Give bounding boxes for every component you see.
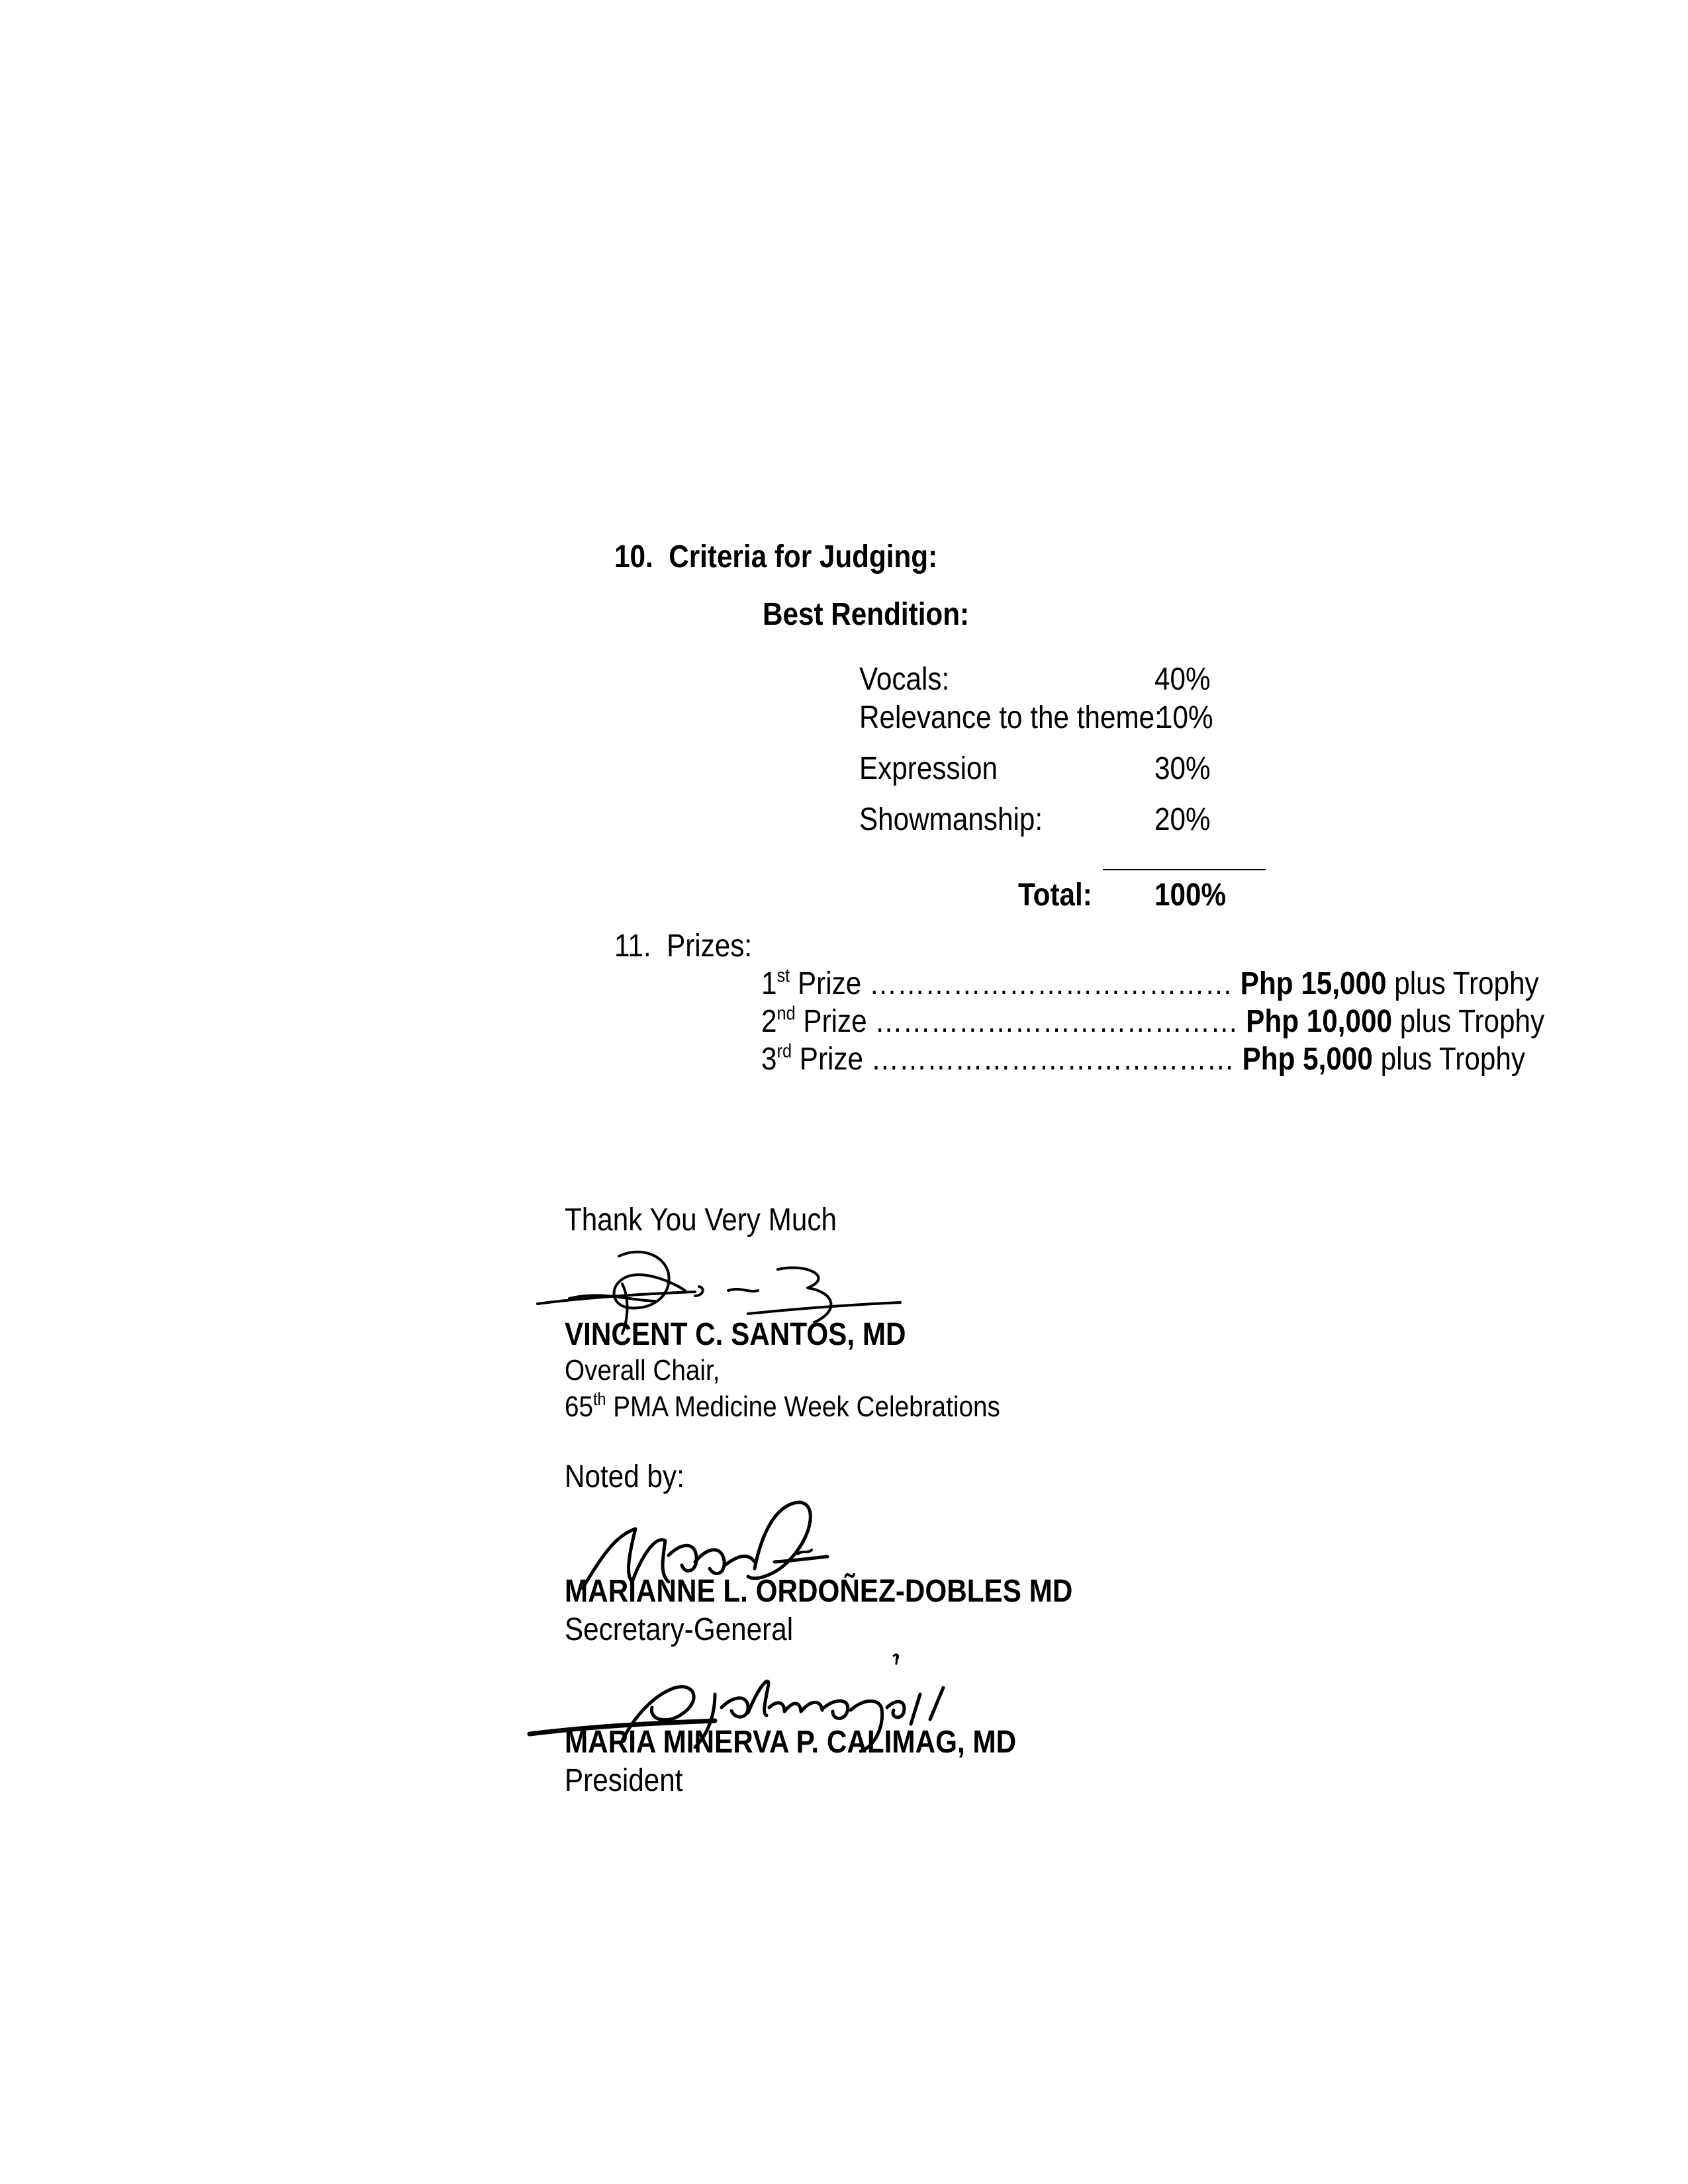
noted-by-label: Noted by:: [565, 1459, 684, 1494]
criteria-item-label: Showmanship:: [859, 802, 1043, 837]
criteria-item-value: 30%: [1154, 751, 1211, 786]
prizes-number: 11.: [614, 929, 651, 964]
criteria-number: 10.: [614, 539, 653, 574]
signatory3-title: President: [565, 1763, 683, 1798]
prize-amount: Php 15,000: [1240, 966, 1387, 1001]
criteria-item-value: 40%: [1154, 662, 1211, 697]
dot-leader: …………………………………: [874, 1004, 1239, 1039]
criteria-title: Criteria for Judging:: [669, 539, 938, 574]
prizes-title: Prizes:: [667, 929, 753, 964]
dot-leader: …………………………………: [868, 966, 1233, 1001]
signatory2-name: MARIANNE L. ORDOÑEZ-DOBLES MD: [565, 1574, 1073, 1609]
criteria-item-value: 20%: [1154, 802, 1211, 837]
signatory1-org: 65th PMA Medicine Week Celebrations: [565, 1388, 1000, 1423]
criteria-item-label: Relevance to the theme:: [859, 700, 1162, 735]
criteria-item-label: Vocals:: [859, 662, 950, 697]
prize-amount: Php 10,000: [1246, 1004, 1392, 1039]
total-rule: [1103, 869, 1266, 870]
closing-text: Thank You Very Much: [565, 1203, 837, 1238]
total-label: Total:: [1018, 878, 1092, 913]
prize-amount: Php 5,000: [1242, 1042, 1373, 1077]
criteria-item-label: Expression: [859, 751, 998, 786]
prize-row: 2nd Prize ………………………………… Php 10,000 plus Trophy: [761, 1003, 1545, 1039]
criteria-item-value: 10%: [1157, 700, 1213, 735]
criteria-heading: [614, 538, 982, 576]
prize-row: 1st Prize ………………………………… Php 15,000 plus Trophy: [761, 965, 1539, 1001]
criteria-category: Best Rendition:: [763, 597, 970, 632]
prizes-heading: [614, 927, 771, 966]
signatory1-title: Overall Chair,: [565, 1354, 720, 1387]
signatory2-title: Secretary-General: [565, 1612, 794, 1647]
signatory3-name: MARIA MINERVA P. CALIMAG, MD: [565, 1725, 1017, 1760]
total-value: 100%: [1154, 878, 1227, 913]
dot-leader: …………………………………: [870, 1042, 1235, 1077]
signatory1-name: VINCENT C. SANTOS, MD: [565, 1317, 906, 1352]
prize-row: 3rd Prize ………………………………… Php 5,000 plus Trophy: [761, 1040, 1525, 1077]
